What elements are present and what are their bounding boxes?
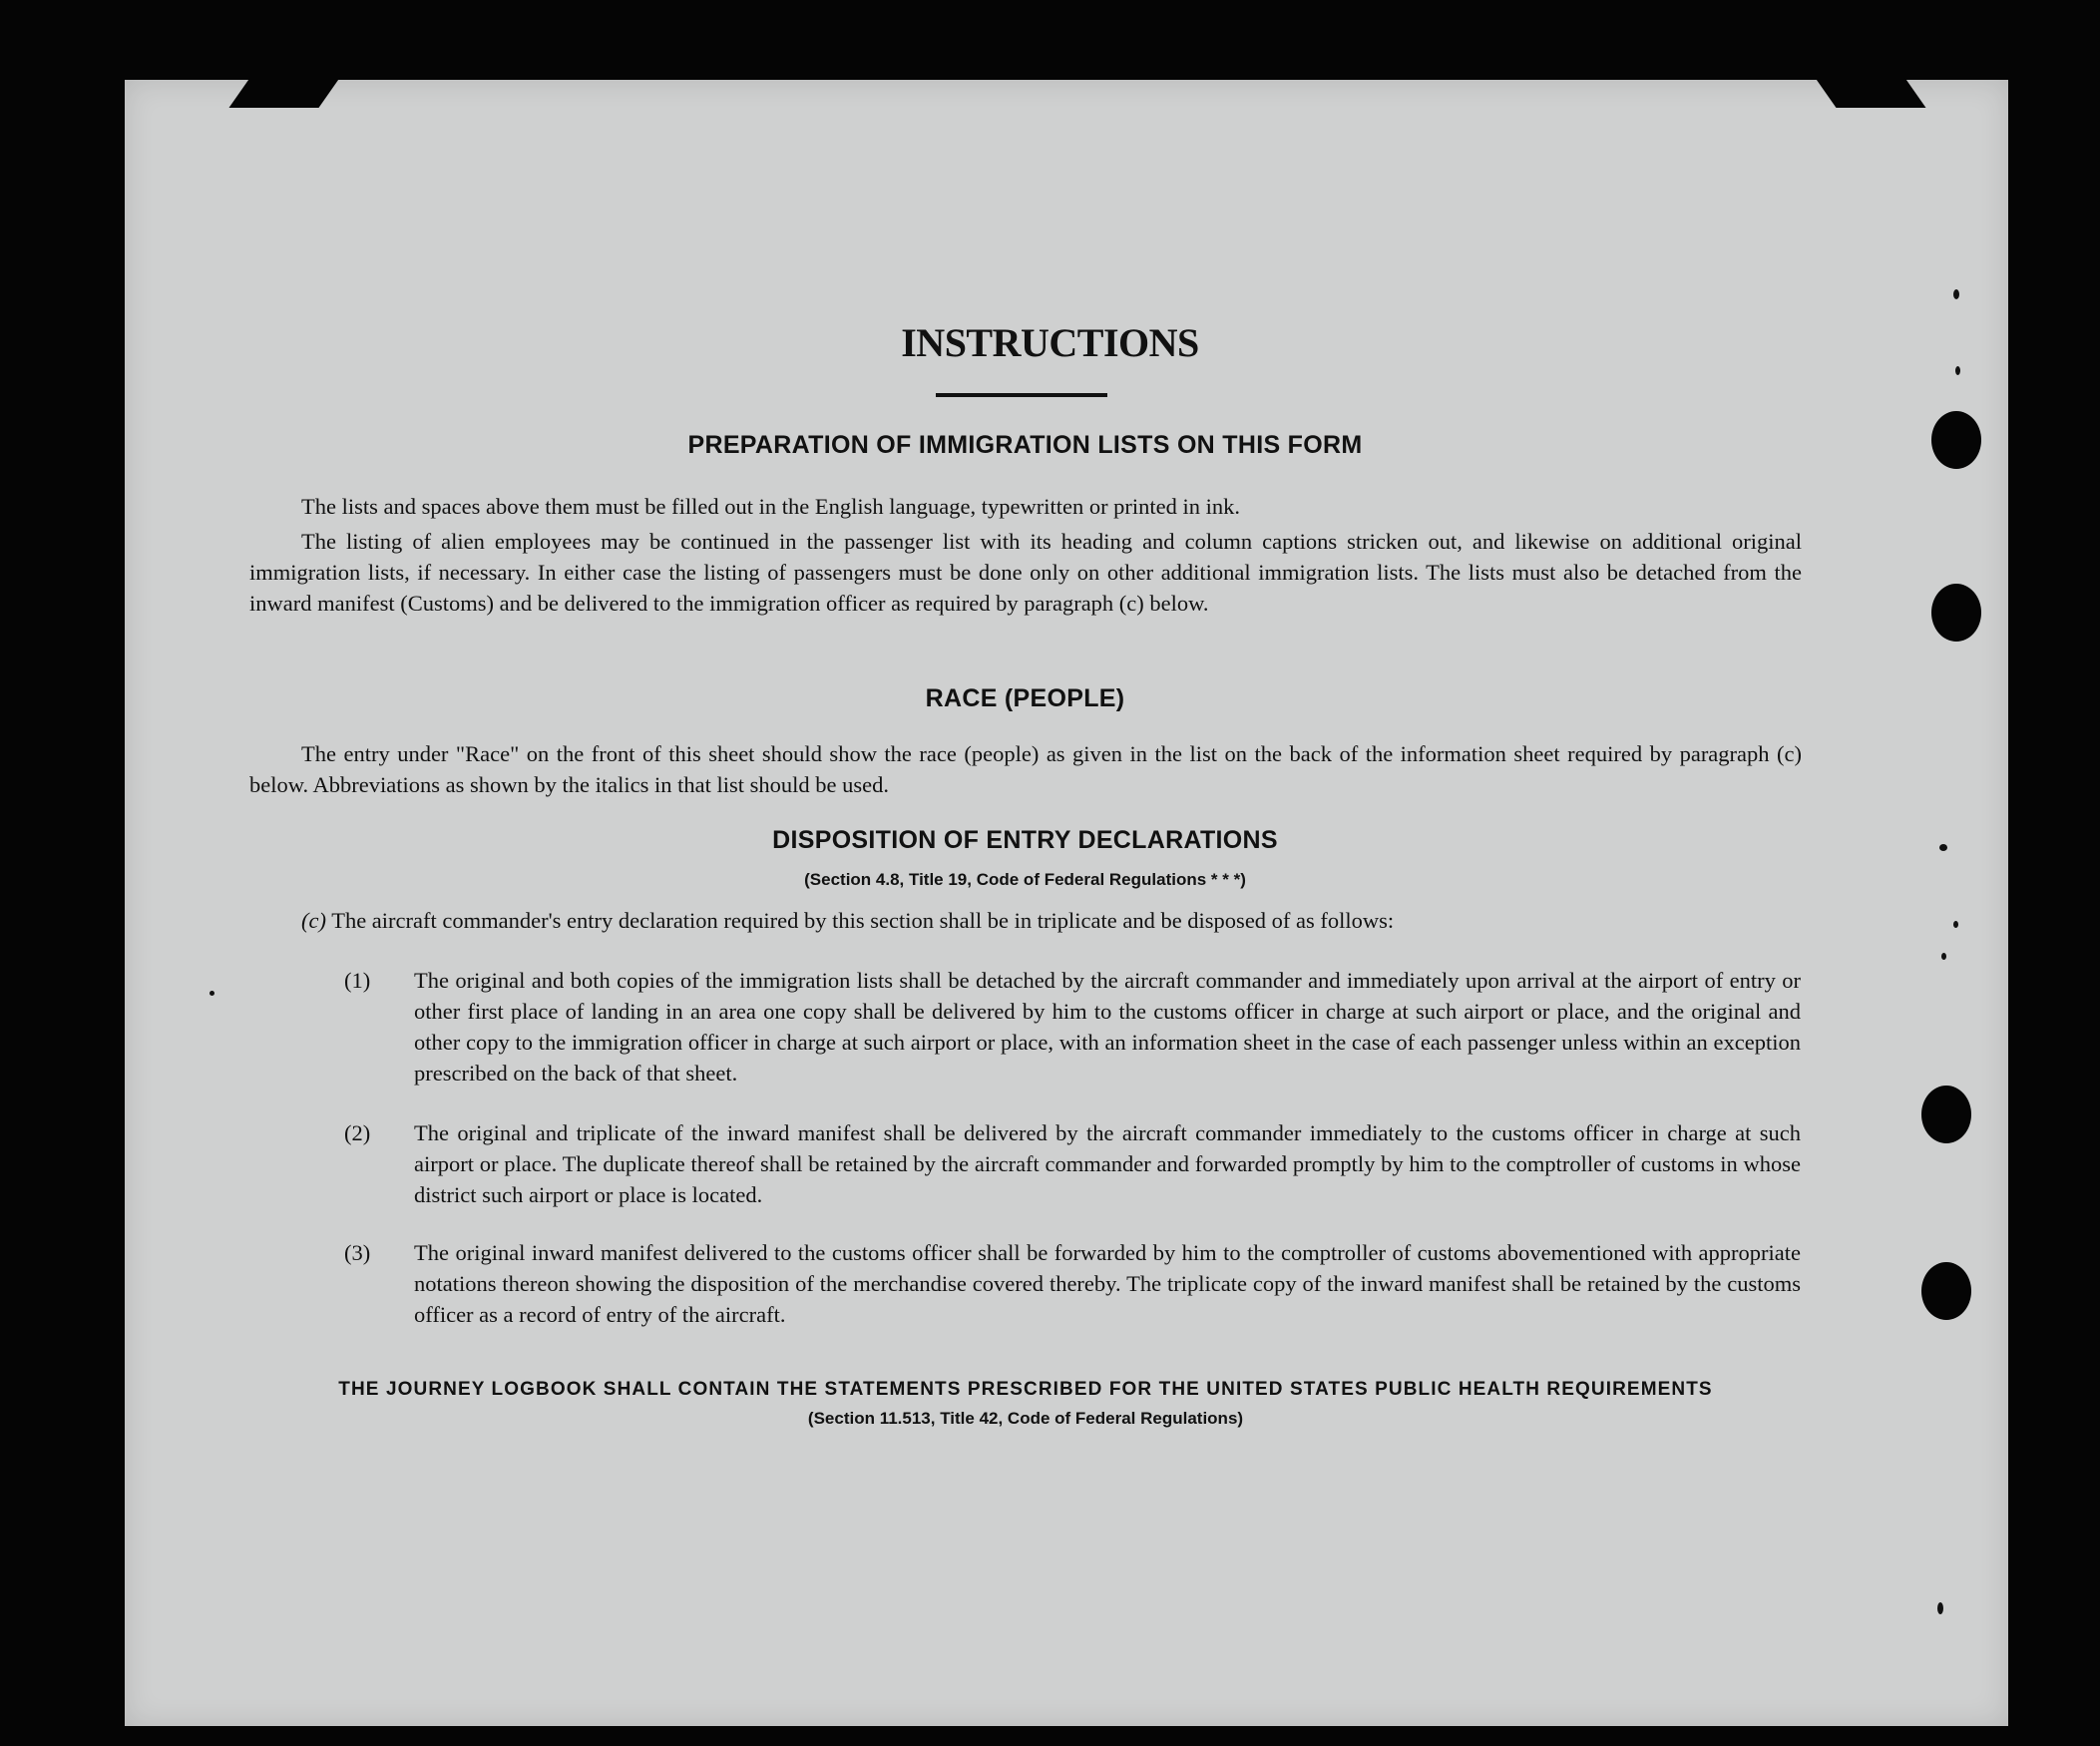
- intro-marker: (c): [301, 908, 326, 933]
- section-race-text: [249, 738, 1802, 800]
- dust-speck: [1953, 289, 1959, 299]
- intro-text: The aircraft commander's entry declaration required by this section shall be in triplicate and be disposed of as follows:: [331, 908, 1395, 933]
- paragraph: The entry under "Race" on the front of this sheet should show the race (people) as given in the list on the back of the information sheet required by paragraph (c) below. Abbreviations as shown by the italics in that list should be used.: [249, 741, 1802, 797]
- section-heading-preparation: PREPARATION OF IMMIGRATION LISTS ON THIS FORM: [687, 431, 1363, 459]
- disposition-intro: [249, 905, 1802, 936]
- paragraph: The lists and spaces above them must be filled out in the English language, typewritten or printed in ink.: [301, 494, 1241, 519]
- list-item: [344, 1237, 1801, 1330]
- paragraph: The listing of alien employees may be continued in the passenger list with its heading and column captions stricken out, and likewise on additional original immigration lists, if necessary. In either case the listing of passengers must be done only on other additional immigration lists. The lists must also be detached from the inward manifest (Customs) and be delivered to the immigration officer as required by paragraph (c) below.: [249, 529, 1802, 616]
- paragraph: [249, 905, 1802, 936]
- punch-hole: [1931, 584, 1981, 642]
- item-number: (3): [344, 1240, 371, 1265]
- dust-speck: [210, 991, 214, 996]
- section-heading-race: RACE (PEOPLE): [925, 684, 1125, 712]
- punch-hole: [1921, 1086, 1971, 1143]
- footer-statement: THE JOURNEY LOGBOOK SHALL CONTAIN THE STATEMENTS PRESCRIBED FOR THE UNITED STATES PUBLIC HEALTH REQUIREMENTS: [338, 1379, 1713, 1400]
- footer-reference: (Section 11.513, Title 42, Code of Federal Regulations): [807, 1409, 1244, 1428]
- punch-hole: [1921, 1262, 1971, 1320]
- dust-speck: [1941, 953, 1946, 960]
- title-underline: [936, 393, 1107, 397]
- item-text: The original inward manifest delivered to the customs officer shall be forwarded by him to the comptroller of customs abovementioned with appropriate notations thereon showing the disposition of the merchandise covered thereby. The triplicate copy of the inward manifest shall be retained by the customs officer as a record of entry of the aircraft.: [414, 1240, 1801, 1327]
- item-number: (2): [344, 1120, 371, 1145]
- item-number: (1): [344, 968, 371, 993]
- list-item: [344, 1117, 1801, 1210]
- dust-speck: [1937, 1602, 1943, 1614]
- page-title: INSTRUCTIONS: [901, 320, 1199, 365]
- item-text: The original and both copies of the immigration lists shall be detached by the aircraft commander and immediately upon arrival at the airport of entry or other first place of landing in an area one copy shall be delivered by him to the customs officer in charge at such airport or place, and the original and other copy to the immigration officer in charge at such airport or place, with an information sheet in the case of each passenger unless within an exception prescribed on the back of that sheet.: [414, 968, 1801, 1086]
- section-reference: (Section 4.8, Title 19, Code of Federal Regulations * * *): [804, 870, 1246, 889]
- dust-speck: [1953, 921, 1958, 928]
- section-preparation-text: [249, 491, 1802, 619]
- list-item: [344, 965, 1801, 1089]
- section-heading-disposition: DISPOSITION OF ENTRY DECLARATIONS: [772, 826, 1278, 854]
- item-text: The original and triplicate of the inward manifest shall be delivered by the aircraft commander immediately to the customs officer in charge at such airport or place. The duplicate thereof shall be retained by the aircraft commander and forwarded promptly by him to the comptroller of customs in whose district such airport or place is located.: [414, 1120, 1801, 1207]
- dust-speck: [1955, 366, 1960, 375]
